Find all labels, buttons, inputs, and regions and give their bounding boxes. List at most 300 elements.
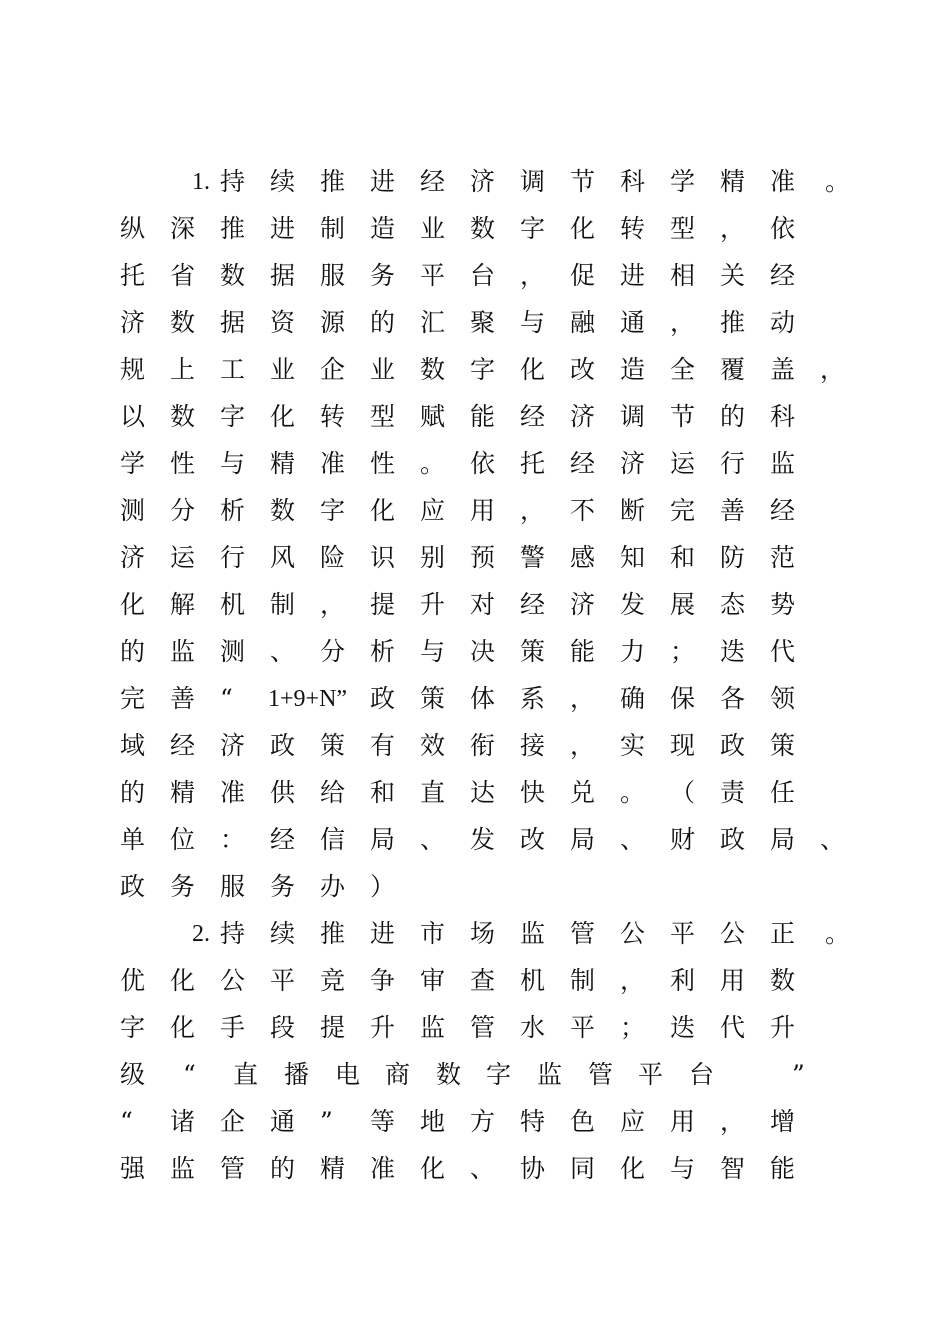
text-char: 依 [770,214,796,243]
text-char: 通 [620,308,646,337]
text-char: 机 [520,966,546,995]
text-char: 体 [470,684,496,713]
text-char: 供 [270,778,296,807]
text-char: 用 [670,1107,696,1136]
text-char: 域 [120,731,146,760]
text-char: 经 [570,449,596,478]
text-char: 感 [570,543,596,572]
text-char: 学 [670,167,696,196]
text-char: 势 [770,590,796,619]
text-char: 经 [520,402,546,431]
text-char: 色 [570,1107,596,1136]
text-char: 监 [420,1013,446,1042]
text-char: 知 [620,543,646,572]
text-char: 行 [720,449,746,478]
text-char: 续 [270,919,296,948]
text-char: ， [720,214,746,243]
text-char: 财 [670,825,696,854]
text-char: 析 [370,637,396,666]
text-char: 平 [420,261,446,290]
text-char: 型 [370,402,396,431]
text-char: 险 [320,543,346,572]
text-char: 源 [320,308,346,337]
text-char: 化 [520,355,546,384]
text-char: 推 [720,308,746,337]
text-char: 测 [120,496,146,525]
text-char: 强 [120,1154,146,1183]
text-char: 快 [520,778,546,807]
text-char: 业 [420,214,446,243]
text-char: 能 [570,637,596,666]
text-char: 衔 [470,731,496,760]
text-char: 升 [420,590,446,619]
text-char: 别 [420,543,446,572]
text-char: 局 [770,825,796,854]
text-char: 决 [470,637,496,666]
text-char: 平 [270,966,296,995]
text-char: 电 [335,1060,361,1089]
text-char: 数 [220,261,246,290]
text-char: 汇 [420,308,446,337]
text-char: 精 [720,167,746,196]
text-char: 数 [270,496,296,525]
text-char: 平 [638,1060,664,1089]
text-char: 深 [170,214,196,243]
text-char: 有 [370,731,396,760]
text-char: 信 [320,825,346,854]
text-char: 依 [470,449,496,478]
text-char: 的 [720,402,746,431]
text-char: 审 [420,966,446,995]
text-char: 持 [220,167,246,196]
text-char: 查 [470,966,496,995]
text-char: 领 [770,684,796,713]
text-char: 字 [520,214,546,243]
text-char: 2. [192,921,210,947]
text-char: ， [570,684,596,713]
text-char: 转 [320,402,346,431]
text-char: 聚 [470,308,496,337]
text-char: 政 [120,872,146,901]
text-char: ” [792,1060,805,1089]
text-char: 对 [470,590,496,619]
text-char: 制 [320,214,346,243]
text-char: 经 [270,825,296,854]
text-char: 的 [370,308,396,337]
text-char: 覆 [720,355,746,384]
text-char: 政 [370,684,396,713]
text-char: 、 [820,825,846,854]
text-char: 分 [170,496,196,525]
text-char: 升 [770,1013,796,1042]
text-char: 规 [120,355,146,384]
text-char: 进 [620,261,646,290]
text-char: 济 [120,543,146,572]
text-char: 运 [670,449,696,478]
text-char: 的 [120,778,146,807]
text-char: 节 [670,402,696,431]
text-char: 上 [170,355,196,384]
text-char: “ [220,684,233,713]
text-char: 局 [370,825,396,854]
text-char: ； [620,1013,646,1042]
text-char: 准 [370,1154,396,1183]
text-char: 公 [220,966,246,995]
text-char: 数 [420,355,446,384]
text-char: 展 [670,590,696,619]
text-char: 资 [270,308,296,337]
text-char: 济 [470,167,496,196]
text-char: 、 [420,825,446,854]
text-char: 化 [170,966,196,995]
text-char: 监 [770,449,796,478]
text-char: 准 [320,449,346,478]
text-char: 经 [420,167,446,196]
text-char: 用 [470,496,496,525]
text-char: 盖 [770,355,796,384]
text-char: 化 [420,1154,446,1183]
text-char: 、 [470,1154,496,1183]
text-char: 业 [270,355,296,384]
text-char: 型 [670,214,696,243]
text-char: 实 [620,731,646,760]
text-char: 系 [520,684,546,713]
text-char: ） [370,872,396,901]
text-char: 市 [420,919,446,948]
text-char: 推 [220,214,246,243]
text-char: ： [220,825,246,854]
text-char: 手 [220,1013,246,1042]
text-char: 济 [220,731,246,760]
text-char: 性 [170,449,196,478]
text-char: 制 [270,590,296,619]
text-char: 诸 [170,1107,196,1136]
text-char: 提 [320,1013,346,1042]
text-char: 与 [670,1154,696,1183]
text-char: 推 [320,167,346,196]
text-char: 调 [520,167,546,196]
text-char: 平 [670,919,696,948]
text-char: 化 [370,496,396,525]
text-char: 完 [120,684,146,713]
text-char: 优 [120,966,146,995]
text-char: 政 [270,731,296,760]
text-char: 应 [420,496,446,525]
text-char: 造 [370,214,396,243]
text-char: 数 [170,402,196,431]
text-char: 竞 [320,966,346,995]
text-char: 省 [170,261,196,290]
text-char: 段 [270,1013,296,1042]
text-char: 态 [720,590,746,619]
text-char: “ [120,1107,133,1136]
text-char: ， [320,590,346,619]
text-char: 单 [120,825,146,854]
text-char: 改 [520,825,546,854]
text-char: 字 [120,1013,146,1042]
text-char: 行 [220,543,246,572]
text-char: 济 [570,402,596,431]
text-char: 造 [620,355,646,384]
text-char: 用 [720,966,746,995]
text-char: 公 [620,919,646,948]
text-char: 效 [420,731,446,760]
text-char: 发 [620,590,646,619]
text-char: 、 [270,637,296,666]
text-char: 善 [720,496,746,525]
text-char: ， [570,731,596,760]
text-char: 学 [120,449,146,478]
text-char: 与 [420,637,446,666]
text-char: 准 [220,778,246,807]
text-char: 字 [470,355,496,384]
text-char: 精 [170,778,196,807]
text-char: 发 [470,825,496,854]
text-char: 经 [170,731,196,760]
text-char: 、 [620,825,646,854]
text-char: 监 [520,919,546,948]
text-char: 。 [420,449,446,478]
text-char: 字 [220,402,246,431]
text-char: 化 [170,1013,196,1042]
text-char: 台 [470,261,496,290]
text-char: 和 [670,543,696,572]
text-char: 任 [770,778,796,807]
text-char: 数 [170,308,196,337]
text-char: 协 [520,1154,546,1183]
text-char: 化 [120,590,146,619]
text-char: 代 [770,637,796,666]
text-char: 保 [670,684,696,713]
text-char: 企 [320,355,346,384]
text-char: 完 [670,496,696,525]
text-char: 等 [370,1107,396,1136]
text-char: 进 [270,214,296,243]
text-char: 托 [520,449,546,478]
text-char: 正 [770,919,796,948]
text-char: 管 [570,919,596,948]
text-char: 科 [620,167,646,196]
text-char: 纵 [120,214,146,243]
text-char: 据 [270,261,296,290]
text-char: 促 [570,261,596,290]
text-char: 精 [320,1154,346,1183]
text-char: 与 [520,308,546,337]
text-char: 商 [385,1060,411,1089]
text-char: 的 [120,637,146,666]
text-char: 识 [370,543,396,572]
text-char: 现 [670,731,696,760]
text-char: 管 [470,1013,496,1042]
text-char: 转 [620,214,646,243]
text-char: 进 [370,167,396,196]
text-char: 代 [720,1013,746,1042]
text-char: 。 [825,919,851,948]
text-char: 工 [220,355,246,384]
text-char: 字 [486,1060,512,1089]
text-char: ， [820,355,846,384]
text-char: 台 [689,1060,715,1089]
text-char: 的 [270,1154,296,1183]
text-char: 政 [720,825,746,854]
text-char: 字 [320,496,346,525]
text-char: 管 [220,1154,246,1183]
text-char: 相 [670,261,696,290]
text-char: 经 [770,261,796,290]
text-char: ， [520,496,546,525]
text-char: 通 [270,1107,296,1136]
text-char: 调 [620,402,646,431]
text-char: 给 [320,778,346,807]
text-char: 直 [420,778,446,807]
text-char: 监 [170,1154,196,1183]
text-char: 办 [320,872,346,901]
text-char: ； [670,637,696,666]
text-char: 直 [233,1060,259,1089]
text-char: 监 [537,1060,563,1089]
text-char: 节 [570,167,596,196]
text-char: 企 [220,1107,246,1136]
text-char: 。 [620,778,646,807]
text-char: 科 [770,402,796,431]
text-char: 达 [470,778,496,807]
text-char: ， [520,261,546,290]
text-char: （ [670,778,696,807]
text-char: 策 [770,731,796,760]
text-char: 进 [370,919,396,948]
text-char: 测 [220,637,246,666]
text-char: 改 [570,355,596,384]
text-char: 数 [436,1060,462,1089]
text-char: 特 [520,1107,546,1136]
text-char: 务 [170,872,196,901]
text-char: 级 [120,1060,146,1089]
text-char: 争 [370,966,396,995]
text-char: 迭 [670,1013,696,1042]
text-char: 化 [570,214,596,243]
text-char: 风 [270,543,296,572]
text-char: 赋 [420,402,446,431]
text-char: 增 [770,1107,796,1136]
text-char: 平 [570,1013,596,1042]
text-char: 济 [570,590,596,619]
text-char: 服 [220,872,246,901]
text-char: 和 [370,778,396,807]
text-char: 各 [720,684,746,713]
text-char: 水 [520,1013,546,1042]
text-char: 业 [370,355,396,384]
text-char: 智 [720,1154,746,1183]
text-char: 力 [620,637,646,666]
text-char: 解 [170,590,196,619]
text-char: 防 [720,543,746,572]
text-char: 警 [520,543,546,572]
text-char: 与 [220,449,246,478]
text-char: 策 [320,731,346,760]
text-char: 管 [588,1060,614,1089]
text-char: 能 [470,402,496,431]
text-char: 融 [570,308,596,337]
text-char: “ [183,1060,196,1089]
text-char: 性 [370,449,396,478]
text-char: 推 [320,919,346,948]
text-char: 场 [470,919,496,948]
text-char: 制 [570,966,596,995]
text-char: 位 [170,825,196,854]
text-char: 能 [770,1154,796,1183]
text-char: 服 [320,261,346,290]
text-char: 善 [170,684,196,713]
text-char: 预 [470,543,496,572]
text-char: 确 [620,684,646,713]
text-char: 运 [170,543,196,572]
text-char: 1. [192,169,210,195]
text-char: 济 [120,308,146,337]
text-char: 范 [770,543,796,572]
text-char: 析 [220,496,246,525]
text-char: 据 [220,308,246,337]
text-char: 经 [520,590,546,619]
text-char: 不 [570,496,596,525]
text-char: 关 [720,261,746,290]
text-char: 持 [220,919,246,948]
text-char: 务 [370,261,396,290]
text-char: 局 [570,825,596,854]
text-char: 方 [470,1107,496,1136]
text-char: 升 [370,1013,396,1042]
text-char: 监 [170,637,196,666]
text-char: 全 [670,355,696,384]
text-char: 化 [270,402,296,431]
text-char: 兑 [570,778,596,807]
text-char: ， [620,966,646,995]
text-char: 经 [770,496,796,525]
text-char: ， [720,1107,746,1136]
text-char: 续 [270,167,296,196]
text-char: 应 [620,1107,646,1136]
text-char: 务 [270,872,296,901]
text-char: 机 [220,590,246,619]
text-char: 数 [470,214,496,243]
text-char: 播 [284,1060,310,1089]
text-char: 化 [620,1154,646,1183]
text-char: 同 [570,1154,596,1183]
text-char: 1+9+N” [268,686,348,712]
text-char: 。 [825,167,851,196]
text-char: ， [670,308,696,337]
text-char: 地 [420,1107,446,1136]
text-char: 断 [620,496,646,525]
text-char: 迭 [720,637,746,666]
text-char: 接 [520,731,546,760]
text-char: 责 [720,778,746,807]
text-char: 动 [770,308,796,337]
text-char: 政 [720,731,746,760]
text-char: 精 [270,449,296,478]
text-char: 提 [370,590,396,619]
text-char: 济 [620,449,646,478]
text-char: 分 [320,637,346,666]
text-char: 准 [770,167,796,196]
text-char: ” [320,1107,333,1136]
text-char: 托 [120,261,146,290]
text-char: 策 [520,637,546,666]
text-char: 策 [420,684,446,713]
text-char: 数 [770,966,796,995]
text-char: 以 [120,402,146,431]
text-char: 利 [670,966,696,995]
text-char: 公 [720,919,746,948]
